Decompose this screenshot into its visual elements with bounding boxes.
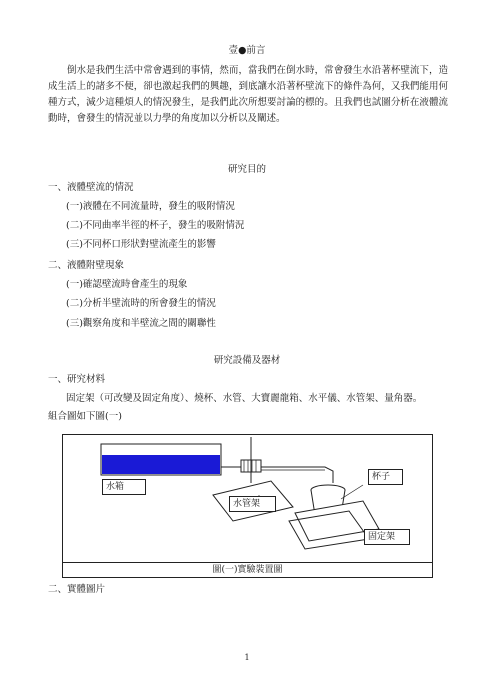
caption-bar (63, 562, 432, 577)
fixture-label-box (364, 529, 410, 545)
section1-item: (二)不同曲率半徑的杯子，發生的吸附情況 (66, 220, 245, 231)
equipment-heading: 研究設備及器材 (213, 355, 281, 366)
pipe-stand-label-box (229, 496, 276, 512)
intro-paragraph: 倒水是我們生活中常會遇到的事情，然而，當我們在倒水時，常會發生水沿著杯壁流下，造成生活上的諸多不便，卻也激起我們的興趣，到底讓水沿著杯壁流下的條件為何，又我們能用何種方式，減少這種煩人的情況發生，是我們此次所想要討論的標的。且我們也試圖分析在液體流動時，會發生的情況並以力學的角度加以分析以及闡述。 (48, 65, 448, 124)
pipe-stand-label: 水管架 (233, 499, 261, 509)
section2-item: (三)觀察角度和半壁流之間的關聯性 (66, 318, 216, 329)
apparatus-figure (62, 434, 433, 578)
materials-text-continued: 組合圖如下圖(一) (48, 411, 122, 422)
materials-text: 固定架（可改變及固定角度）、燒杯、水管、大寶麗龍箱、水平儀、水管架、量角器。 (66, 393, 423, 404)
photos-title: 二、實體圖片 (48, 584, 106, 595)
page-number: 1 (244, 653, 250, 662)
water-fill (102, 455, 220, 474)
section1-item: (三)不同杯口形狀對壁流產生的影響 (66, 239, 216, 250)
purpose-heading: 研究目的 (227, 164, 266, 175)
fixture-label: 固定架 (368, 532, 396, 542)
section2-title: 二、液體附壁現象 (48, 260, 125, 271)
section1-title: 一、液體壁流的情況 (48, 182, 134, 193)
figure-caption: 圖(一)實驗裝置圖 (212, 565, 283, 575)
intro-heading: 壹●前言 (228, 45, 266, 56)
pipe-to-cup (261, 467, 333, 483)
cup-label-box (368, 469, 403, 485)
tank-label-box (102, 479, 146, 495)
section2-item: (二)分析半壁流時的所會發生的情況 (66, 298, 216, 309)
tank-label: 水箱 (106, 482, 125, 492)
materials-title: 一、研究材料 (48, 374, 106, 385)
section1-item: (一)液體在不同流量時，發生的吸附情況 (66, 201, 235, 212)
cup-label: 杯子 (372, 472, 391, 482)
section2-item: (一)確認壁流時會產生的現象 (66, 279, 188, 290)
